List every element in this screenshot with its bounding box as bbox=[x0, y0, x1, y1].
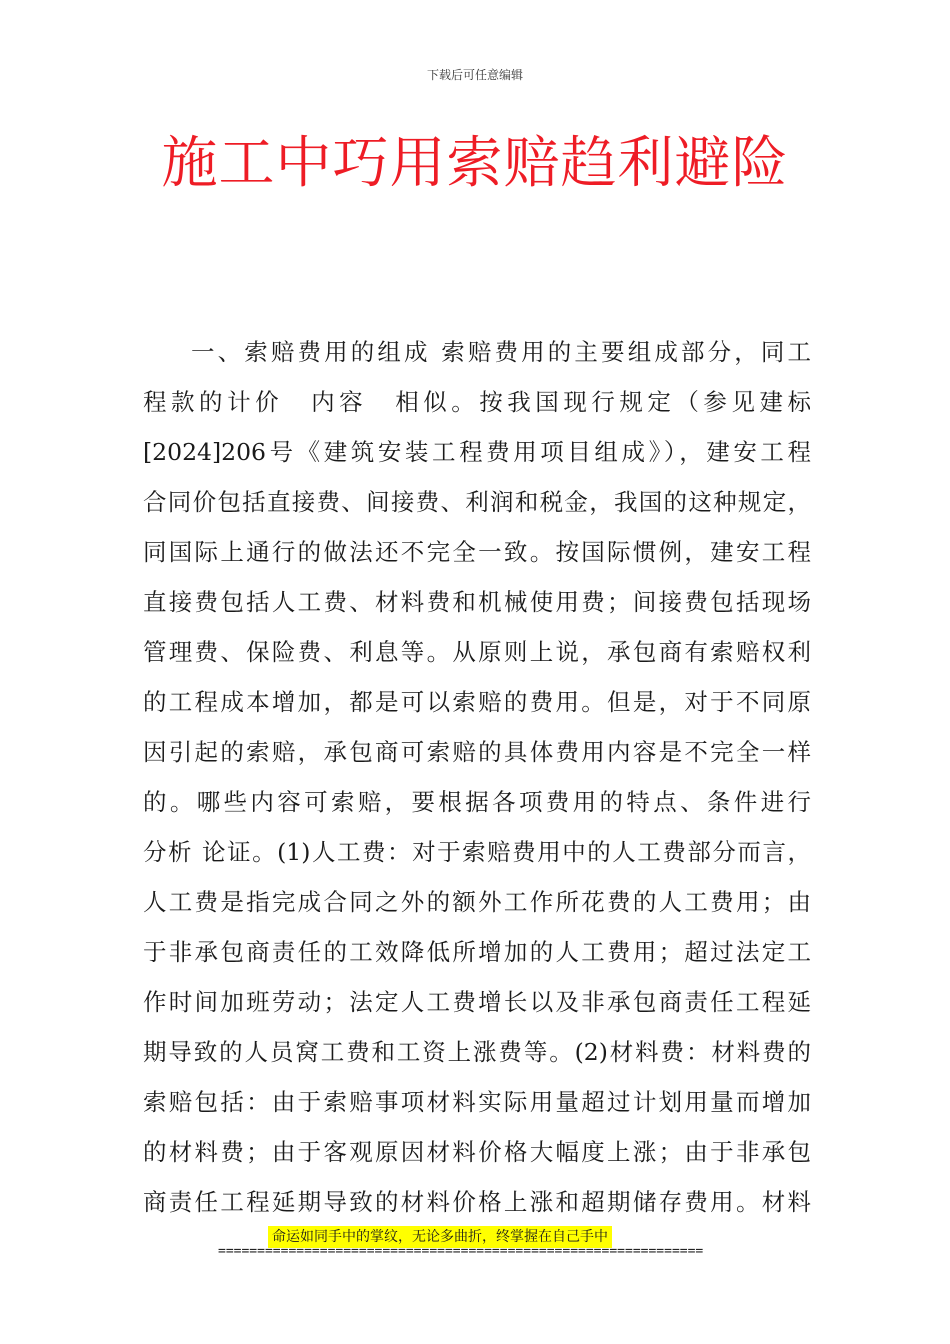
body-line: 的。哪些内容可索赔，要根据各项费用的特点、条件进行 bbox=[143, 788, 811, 816]
body-line: 合同价包括直接费、间接费、利润和税金，我国的这种规定， bbox=[143, 488, 811, 516]
body-line: 的材料费；由于客观原因材料价格大幅度上涨；由于非承包 bbox=[143, 1138, 811, 1166]
document-title: 施工中巧用索赔趋利避险 bbox=[161, 131, 789, 196]
body-line: 作时间加班劳动；法定人工费增长以及非承包商责任工程延 bbox=[143, 988, 811, 1016]
body-line: 同国际上通行的做法还不完全一致。按国际惯例，建安工程 bbox=[143, 538, 811, 566]
body-line: 因引起的索赔，承包商可索赔的具体费用内容是不完全一样 bbox=[143, 738, 811, 766]
footer-divider: ============================================================== bbox=[218, 1244, 704, 1259]
body-line: 一、索赔费用的组成 索赔费用的主要组成部分，同工 bbox=[191, 338, 811, 366]
body-line: 商责任工程延期导致的材料价格上涨和超期储存费用。材料 bbox=[143, 1188, 811, 1216]
body-line: [2024]206号《建筑安装工程费用项目组成》），建安工程 bbox=[143, 438, 811, 466]
page-header-note: 下载后可任意编辑 bbox=[426, 68, 523, 82]
body-line: 直接费包括人工费、材料费和机械使用费；间接费包括现场 bbox=[143, 588, 811, 616]
body-line: 的工程成本增加，都是可以索赔的费用。但是，对于不同原 bbox=[143, 688, 811, 716]
body-line: 分析 论证。(1)人工费：对于索赔费用中的人工费部分而言， bbox=[143, 838, 811, 866]
document-body bbox=[143, 327, 811, 1227]
body-line: 程款的计价 内容 相似。按我国现行规定（参见建标 bbox=[143, 388, 811, 416]
body-line: 索赔包括：由于索赔事项材料实际用量超过计划用量而增加 bbox=[143, 1088, 811, 1116]
footer-motto-banner: 命运如同手中的掌纹，无论多曲折，终掌握在自己手中 bbox=[268, 1226, 612, 1248]
body-line: 管理费、保险费、利息等。从原则上说，承包商有索赔权利 bbox=[143, 638, 811, 666]
body-line: 于非承包商责任的工效降低所增加的人工费用；超过法定工 bbox=[143, 938, 811, 966]
body-line: 期导致的人员窝工费和工资上涨费等。(2)材料费：材料费的 bbox=[143, 1038, 811, 1066]
body-line: 人工费是指完成合同之外的额外工作所花费的人工费用；由 bbox=[143, 888, 811, 916]
